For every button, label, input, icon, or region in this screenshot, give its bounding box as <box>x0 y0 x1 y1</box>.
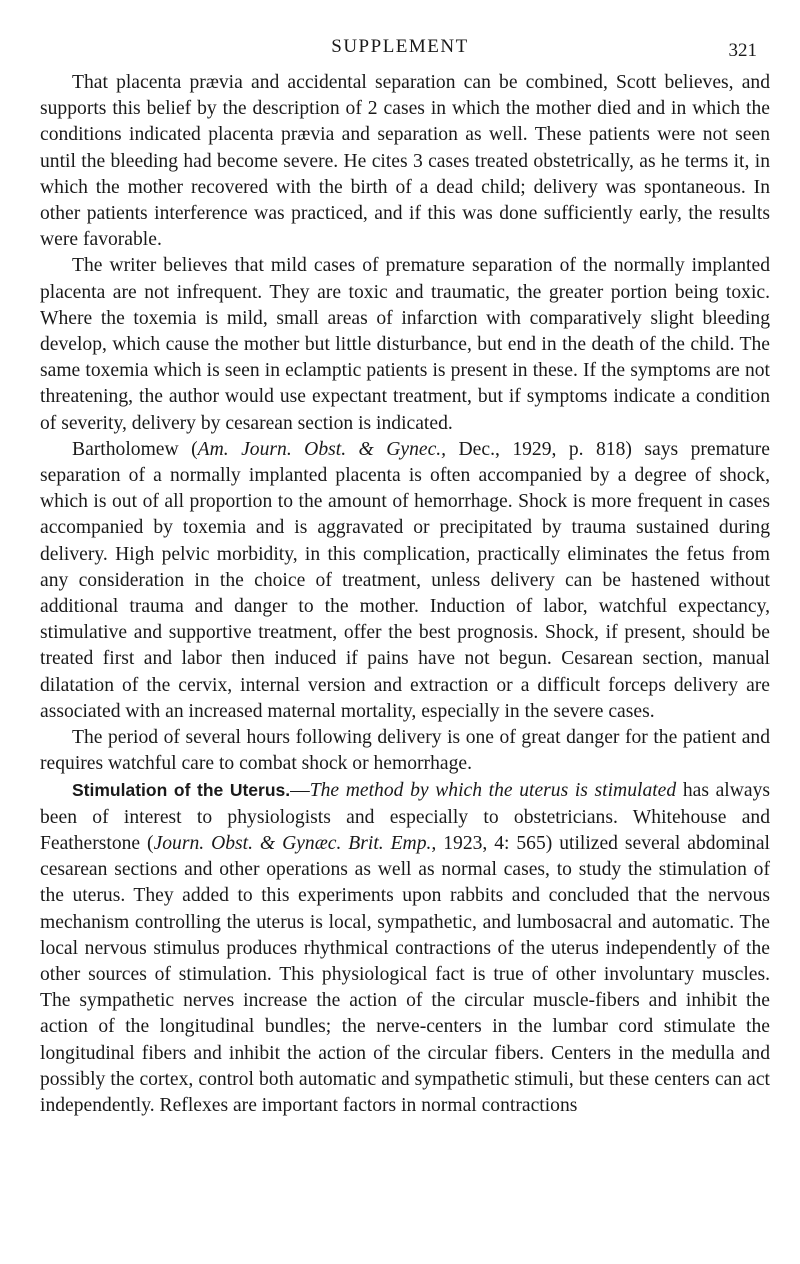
paragraph-stimulation <box>40 777 770 1119</box>
body-text <box>40 70 770 1119</box>
heading-dash: — <box>290 780 310 802</box>
paragraph-scott: That placenta prævia and accidental separation can be combined, Scott believes, and supports this belief by the description of 2 cases in which the mother died and in which the conditions indicated placenta prævia and separation as well. These patients were not seen until the bleeding had become severe. He cites 3 cases treated obstetrically, as he terms it, in which the mother recovered with the birth of a dead child; delivery was spontaneous. In other patients interference was practiced, and if this was done sufficiently early, the results were favorable. <box>40 72 770 251</box>
bartholomew-body: Dec., 1929, p. 818) says premature separation of a normally implanted placenta is often accompanied by a degree of shock, which is out of all proportion to the amount of hemorrhage. Shock is more frequent in cases accompanied by toxemia and is aggravated or precipitated by trauma sustained during delivery. High pelvic morbidity, in this complication, practically eliminates the fetus from any consideration in the choice of treatment, unless delivery can be hastened without additional trauma and danger to the mother. Induction of labor, watchful expectancy, stimulative and supportive treatment, offer the best prognosis. Shock, if present, should be treated first and labor then induced if pains have not begun. Cesarean section, manual dilatation of the cervix, internal version and extraction or a difficult forceps delivery are associated with an increased maternal mortality, especially in the severe cases. <box>40 438 770 722</box>
stimulation-intro: has always been of interest to physiologists and especially to obstetricians. Whitehouse and Featherstone ( <box>40 780 770 854</box>
paragraph-bartholomew <box>40 437 770 725</box>
paragraph-writer: The writer believes that mild cases of premature separation of the normally implanted placenta are not infrequent. They are toxic and traumatic, the greater portion being toxic. Where the toxemia is mild, small areas of infarction with comparatively slight bleeding develop, which cause the mother but little disturbance, but end in the death of the child. The same toxemia which is seen in eclamptic patients is present in these. If the symptoms are not threatening, the author would use expectant treatment, but if symptoms indicate a condition of severity, delivery by cesarean section is indicated. <box>40 255 770 434</box>
paragraph-period: The period of several hours following delivery is one of great danger for the patient and requires watchful care to combat shock or hemorrhage. <box>40 727 770 775</box>
italic-lead: The method by which the uterus is stimulated <box>309 780 677 802</box>
page-number: 321 <box>728 40 757 61</box>
citation-am-journ: Am. Journ. Obst. & Gynec., <box>197 438 447 460</box>
bartholomew-lead: Bartholomew ( <box>72 438 198 460</box>
citation-journ-obst: Journ. Obst. & Gynæc. Brit. Emp., <box>153 832 437 854</box>
running-head: SUPPLEMENT <box>331 36 469 57</box>
section-heading-stimulation: Stimulation of the Uterus. <box>72 780 291 801</box>
stimulation-body: 1923, 4: 565) utilized several abdominal cesarean sections and other operations as well as normal cases, to study the stimulation of the uterus. They added to this experiments upon rabbits and concluded that the nervous mechanism controlling the uterus is local, sympathetic, and lumbosacral and automatic. The local nervous stimulus produces rhythmical contractions of the uterus independently of the other sources of stimulation. This physiological fact is true of other involuntary muscles. The sympathetic nerves increase the action of the circular muscle-fibers and inhibit the action of the longitudinal bundles; the nerve-centers in the lumbar cord stimulate the longitudinal fibers and inhibit the action of the circular fibers. Centers in the medulla and possibly the cortex, control both automatic and sympathetic stimuli, but these centers can act independently. Reflexes are important factors in normal contractions <box>40 832 770 1116</box>
